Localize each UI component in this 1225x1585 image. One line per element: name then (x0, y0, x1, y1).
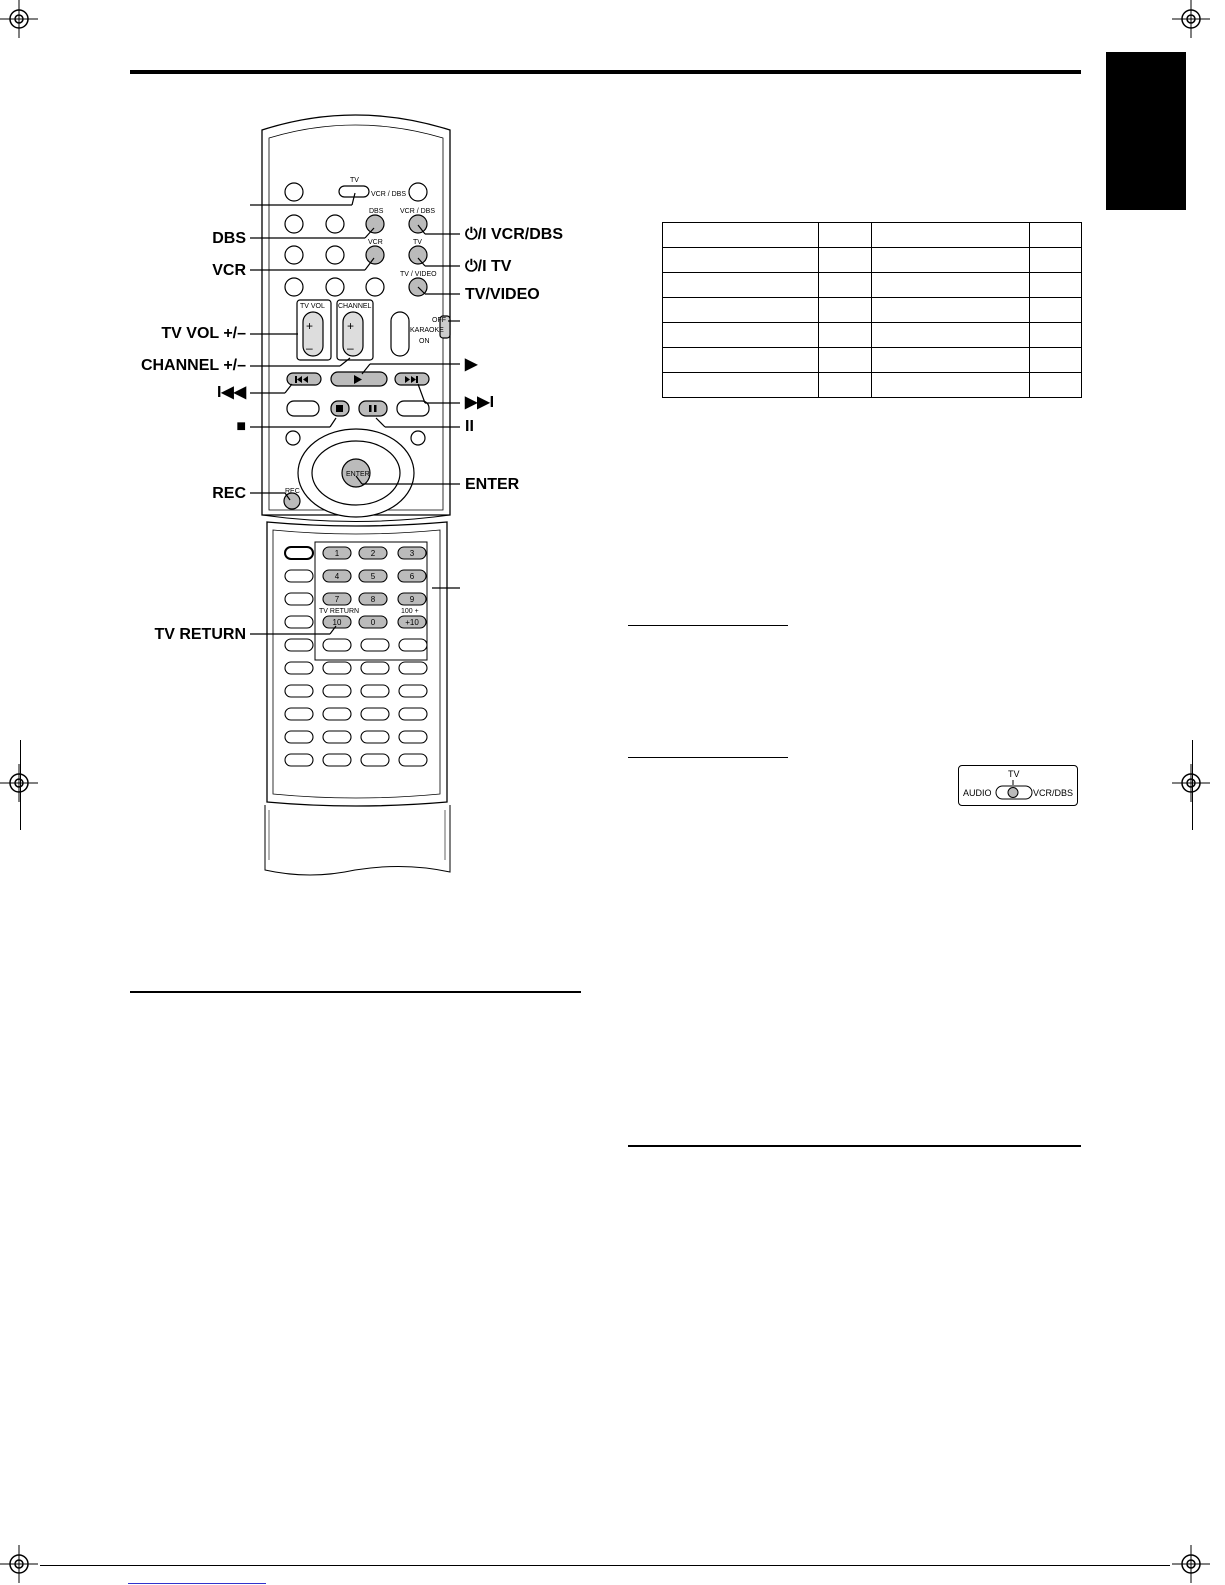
svg-text:DBS: DBS (369, 208, 384, 215)
switch-vcr-dbs-label: VCR/DBS (1033, 788, 1074, 798)
svg-text:5: 5 (370, 572, 376, 581)
callout-next: ▶▶I (465, 394, 495, 411)
svg-text:TV VOL: TV VOL (300, 303, 325, 310)
bottom-crop-line (40, 1565, 1170, 1566)
svg-text:2: 2 (370, 549, 376, 558)
right-section-rule (628, 1145, 1081, 1147)
svg-text:VCR: VCR (368, 239, 383, 246)
callout-tv-vol: TV VOL +/– (161, 325, 246, 342)
svg-text:100 +: 100 + (401, 608, 419, 615)
svg-text:7: 7 (334, 595, 340, 604)
callout-stop: ■ (236, 418, 246, 435)
svg-text:–: – (347, 341, 354, 355)
table-row (663, 273, 1082, 298)
svg-text:0: 0 (370, 618, 376, 627)
callout-tv-return: TV RETURN (154, 626, 246, 643)
registration-mark-bottom-right (1172, 1545, 1212, 1585)
bottom-link-underline (128, 1583, 266, 1584)
callout-tv-video: TV/VIDEO (465, 286, 540, 303)
registration-mark-bottom-left (0, 1545, 40, 1585)
table-row (663, 248, 1082, 273)
svg-text:REC: REC (285, 488, 300, 495)
table-row (663, 373, 1082, 398)
svg-text:VCR / DBS: VCR / DBS (400, 208, 436, 215)
table-row (663, 223, 1082, 248)
callout-rec: REC (212, 485, 246, 502)
note-rule-2 (628, 757, 788, 758)
table-row (663, 348, 1082, 373)
svg-text:TV / VIDEO: TV / VIDEO (400, 271, 437, 278)
code-table (662, 222, 1082, 398)
svg-text:8: 8 (370, 595, 376, 604)
switch-slider-icon (995, 780, 1033, 802)
svg-text:–: – (306, 341, 313, 355)
callout-vcr: VCR (212, 262, 246, 279)
callout-power-tv: ⏻/I TV (465, 258, 512, 275)
callout-power-vcr-dbs: ⏻/I VCR/DBS (465, 226, 563, 243)
svg-text:OFF: OFF (432, 317, 446, 324)
svg-text:+: + (306, 319, 314, 333)
svg-text:6: 6 (409, 572, 415, 581)
svg-text:4: 4 (334, 572, 340, 581)
callout-play: ▶ (465, 356, 478, 373)
svg-text:+: + (347, 319, 355, 333)
switch-tv-label: TV (1008, 769, 1020, 779)
svg-text:ENTER: ENTER (346, 471, 370, 478)
svg-text:CHANNEL: CHANNEL (338, 303, 372, 310)
table-row (663, 298, 1082, 323)
svg-text:1: 1 (334, 549, 340, 558)
svg-text:10: 10 (332, 618, 342, 627)
switch-audio-label: AUDIO (963, 788, 992, 798)
svg-text:9: 9 (409, 595, 415, 604)
callout-channel: CHANNEL +/– (140, 357, 246, 374)
svg-text:VCR / DBS: VCR / DBS (371, 191, 407, 198)
svg-text:TV: TV (350, 177, 359, 184)
note-rule-1 (628, 625, 788, 626)
svg-text:KARAOKE: KARAOKE (410, 327, 444, 334)
left-section-rule (130, 991, 581, 993)
callout-pause: II (465, 418, 474, 435)
mode-switch-illustration (958, 765, 1078, 806)
table-row (663, 323, 1082, 348)
callout-previous: I◀◀ (216, 384, 246, 401)
svg-text:ON: ON (419, 338, 430, 345)
svg-text:3: 3 (409, 549, 415, 558)
callout-enter: ENTER (465, 476, 520, 493)
svg-text:+10: +10 (405, 618, 419, 627)
svg-text:TV: TV (413, 239, 422, 246)
svg-text:TV RETURN: TV RETURN (319, 608, 360, 615)
callout-dbs: DBS (212, 230, 246, 247)
